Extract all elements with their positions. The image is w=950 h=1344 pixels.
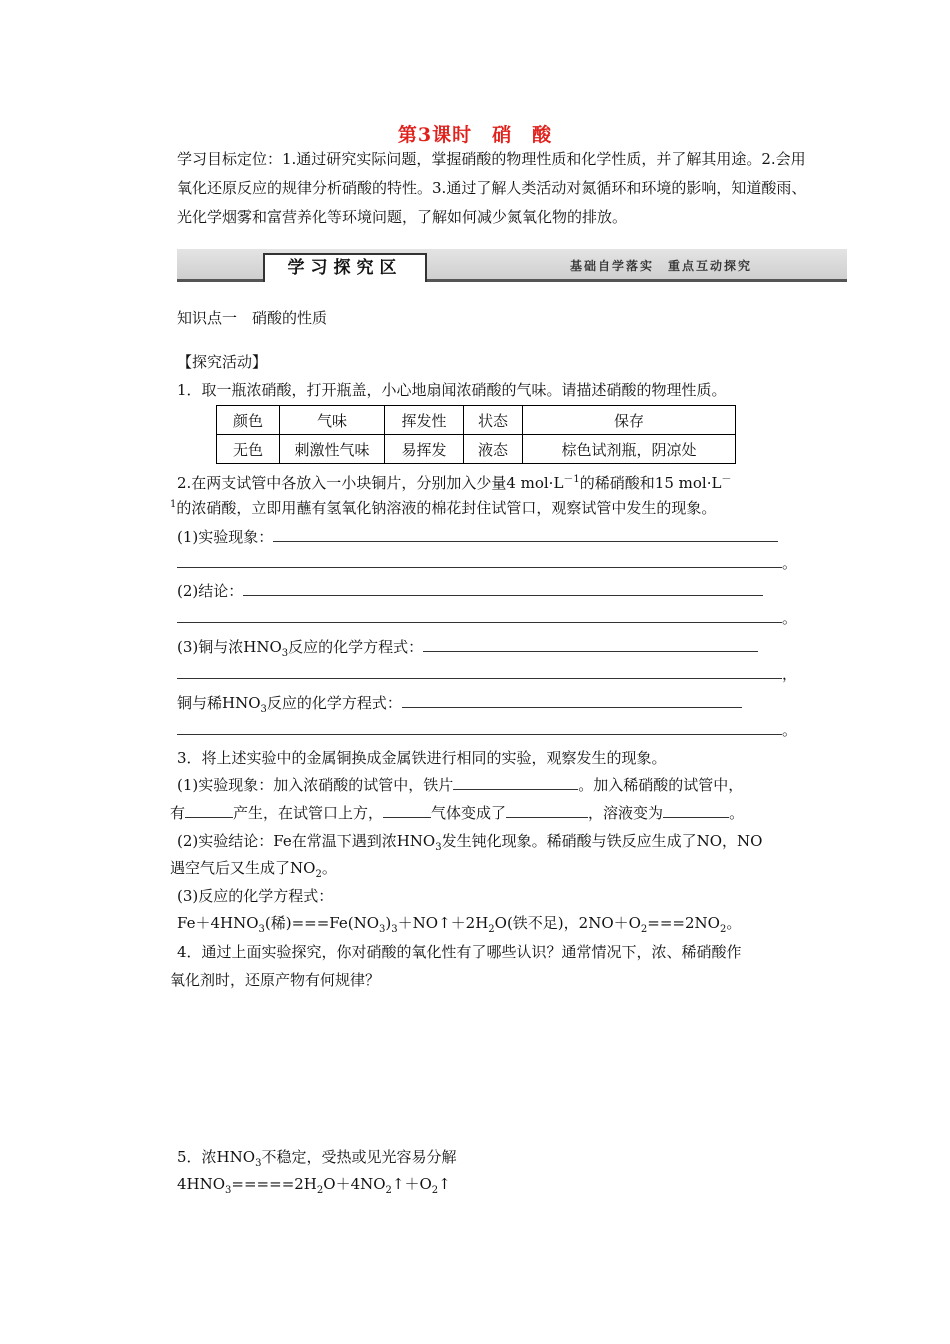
subscript: 2 bbox=[431, 1185, 439, 1196]
q2-text: 反应的化学方程式： bbox=[288, 638, 424, 656]
answer-blank[interactable] bbox=[383, 805, 431, 818]
punctuation: ， bbox=[782, 665, 798, 683]
eq-text: Fe＋4HNO bbox=[177, 914, 259, 932]
q2-conc-equation-row bbox=[177, 636, 758, 659]
answer-blank[interactable] bbox=[402, 695, 742, 708]
answer-blank[interactable] bbox=[273, 529, 778, 542]
q2-text: 反应的化学方程式： bbox=[266, 694, 402, 712]
q2-text: 铜与稀HNO bbox=[177, 694, 261, 712]
q2-sup: －1 bbox=[563, 474, 580, 485]
subscript: 3 bbox=[435, 842, 442, 853]
answer-blank[interactable] bbox=[185, 805, 233, 818]
q3-text: 气体变成了 bbox=[431, 804, 507, 822]
q3-text: ，溶液变为 bbox=[588, 804, 664, 822]
q3-text: (1)实验现象：加入浓硝酸的试管中，铁片 bbox=[177, 776, 454, 794]
subscript: 2 bbox=[385, 1185, 392, 1196]
table-cell: 刺激性气味 bbox=[280, 435, 385, 464]
q2-sup: － bbox=[721, 474, 732, 485]
q3-text: (2)实验结论：Fe在常温下遇到浓HNO bbox=[177, 832, 436, 850]
table-cell: 液态 bbox=[464, 435, 523, 464]
subscript: 3 bbox=[391, 924, 398, 935]
table-cell: 气味 bbox=[280, 406, 385, 435]
q5-equation bbox=[177, 1173, 451, 1196]
q3-text: 。 bbox=[729, 804, 745, 822]
eq-text: O(铁不足)，2NO＋O bbox=[494, 914, 641, 932]
table-cell: 易挥发 bbox=[385, 435, 464, 464]
answer-blank[interactable] bbox=[177, 722, 782, 735]
q3-text: 产生，在试管口上方， bbox=[233, 804, 384, 822]
question-1: 1．取一瓶浓硝酸，打开瓶盖，小心地扇闻浓硝酸的气味。请描述硝酸的物理性质。 bbox=[177, 381, 727, 399]
answer-blank[interactable] bbox=[243, 583, 763, 596]
question-2-line-1 bbox=[177, 470, 731, 493]
q2-text: 的稀硝酸和15 mol·L bbox=[579, 474, 722, 492]
question-2-line-2 bbox=[170, 497, 716, 518]
eq-text: 。 bbox=[726, 914, 742, 932]
banner-tab: 学习探究区 bbox=[263, 253, 427, 282]
q3-equation bbox=[177, 912, 741, 935]
banner-subtitle: 基础自学落实 重点互动探究 bbox=[569, 259, 752, 273]
q2-conclusion-row-2 bbox=[177, 607, 797, 628]
q3-conclusion-row-2 bbox=[170, 857, 337, 880]
question-4-line-1: 4．通过上面实验探究，你对硝酸的氧化性有了哪些认识？通常情况下，浓、稀硝酸作 bbox=[177, 943, 742, 961]
subscript: 2 bbox=[315, 869, 322, 880]
eq-text: ) bbox=[385, 914, 392, 932]
subscript: 3 bbox=[258, 924, 265, 935]
table-cell: 状态 bbox=[464, 406, 523, 435]
answer-blank[interactable] bbox=[177, 666, 782, 679]
q5-text: 5．浓HNO bbox=[177, 1148, 256, 1166]
subscript: 3 bbox=[225, 1185, 232, 1196]
q2-text: (3)铜与浓HNO bbox=[177, 638, 282, 656]
q2-text: 2.在两支试管中各放入一小块铜片，分别加入少量4 mol·L bbox=[177, 474, 564, 492]
table-cell: 无色 bbox=[217, 435, 280, 464]
table-row bbox=[217, 435, 736, 464]
page-title: 第3课时 硝 酸 bbox=[397, 124, 553, 146]
answer-blank[interactable] bbox=[663, 805, 729, 818]
q3-text: 。加入稀硝酸的试管中， bbox=[578, 776, 744, 794]
eq-text: ===2NO bbox=[647, 914, 720, 932]
properties-table bbox=[216, 405, 736, 464]
q2-conc-equation-row-2 bbox=[177, 663, 797, 684]
subscript: 2 bbox=[719, 924, 727, 935]
eq-text: 4HNO bbox=[177, 1175, 226, 1193]
answer-blank[interactable] bbox=[177, 555, 782, 568]
eq-text: =====2H bbox=[231, 1175, 317, 1193]
answer-blank[interactable] bbox=[177, 610, 782, 623]
q3-text: 。 bbox=[321, 859, 337, 877]
q3-observation-row bbox=[177, 774, 743, 795]
subscript: 3 bbox=[281, 648, 289, 659]
subscript: 2 bbox=[488, 924, 495, 935]
section-banner bbox=[177, 249, 847, 285]
table-cell: 挥发性 bbox=[385, 406, 464, 435]
answer-blank[interactable] bbox=[506, 805, 588, 818]
q2-conclusion-label: (2)结论： bbox=[177, 582, 244, 600]
table-cell: 颜色 bbox=[217, 406, 280, 435]
q3-observation-row-2 bbox=[170, 802, 744, 823]
q3-text: 遇空气后又生成了NO bbox=[170, 859, 316, 877]
punctuation: 。 bbox=[782, 609, 798, 627]
q3-equation-label: (3)反应的化学方程式： bbox=[177, 887, 334, 905]
table-cell: 保存 bbox=[523, 406, 736, 435]
subscript: 2 bbox=[640, 924, 648, 935]
eq-text: (稀)===Fe(NO bbox=[264, 914, 380, 932]
subscript: 3 bbox=[379, 924, 386, 935]
learning-goal: 学习目标定位：1.通过研究实际问题，掌握硝酸的物理性质和化学性质，并了解其用途。2.会用氧化还原反应的规律分析硝酸的特性。3.通过了解人类活动对氮循环和环境的影响，知道酸雨、光化学烟雾和富营养化等环境问题，了解如何减少氮氧化物的排放。 bbox=[177, 150, 807, 226]
q3-text: 有 bbox=[170, 804, 186, 822]
activity-heading: 【探究活动】 bbox=[177, 353, 268, 371]
eq-text: O＋4NO bbox=[323, 1175, 386, 1193]
punctuation: 。 bbox=[782, 554, 798, 572]
subscript: 3 bbox=[255, 1158, 262, 1169]
q2-text: 的浓硝酸，立即用蘸有氢氧化钠溶液的棉花封住试管口，观察试管中发生的现象。 bbox=[176, 499, 717, 517]
question-3: 3．将上述实验中的金属铜换成金属铁进行相同的实验，观察发生的现象。 bbox=[177, 749, 667, 767]
question-5 bbox=[177, 1146, 456, 1169]
eq-text: ↑ bbox=[438, 1175, 451, 1193]
subscript: 3 bbox=[260, 704, 267, 715]
q3-conclusion-row bbox=[177, 830, 762, 853]
q5-text: 不稳定，受热或见光容易分解 bbox=[261, 1148, 457, 1166]
q2-dilute-equation-row bbox=[177, 692, 742, 715]
q2-sup: 1 bbox=[170, 499, 177, 510]
q2-observation-row-2 bbox=[177, 552, 797, 573]
q2-observation-label: (1)实验现象： bbox=[177, 528, 274, 546]
eq-text: ＋NO↑＋2H bbox=[397, 914, 489, 932]
answer-blank[interactable] bbox=[453, 777, 578, 790]
subscript: 2 bbox=[316, 1185, 324, 1196]
punctuation: 。 bbox=[782, 721, 798, 739]
q2-conclusion-row bbox=[177, 580, 763, 601]
eq-text: ↑＋O bbox=[391, 1175, 432, 1193]
q3-text: 发生钝化现象。稀硝酸与铁反应生成了NO，NO bbox=[441, 832, 763, 850]
q2-dilute-equation-row-2 bbox=[177, 719, 797, 740]
q2-observation-row bbox=[177, 526, 778, 547]
answer-blank[interactable] bbox=[423, 639, 758, 652]
question-4-line-2: 氧化剂时，还原产物有何规律？ bbox=[170, 971, 381, 989]
table-header-row bbox=[217, 406, 736, 435]
section-heading: 知识点一 硝酸的性质 bbox=[177, 309, 328, 327]
table-cell: 棕色试剂瓶，阴凉处 bbox=[523, 435, 736, 464]
